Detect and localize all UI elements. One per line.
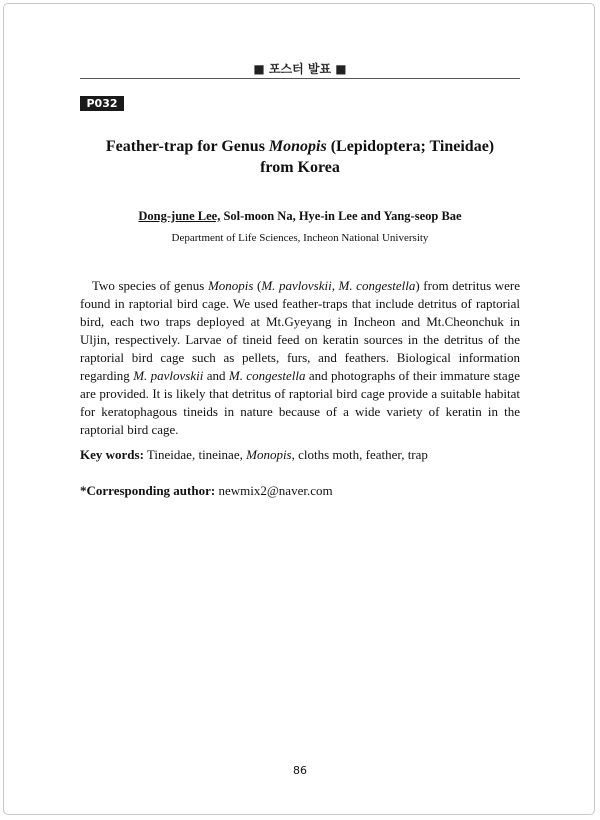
- affiliation: Department of Life Sciences, Incheon National University: [171, 232, 429, 244]
- keywords-text-1: Tineidae, tineinae,: [143, 447, 247, 462]
- abstract-text-3: ) from detritus were found in raptorial bird cage. We used feather-traps that include detritus of raptorial bird, each two traps deployed at Mt.Gyeyang in Incheon and Mt.Cheonchuk in Uljin, respectively. Larvae of tineid feed on keratin sources in the detritus of the raptorial bird cage such as pellets, furs, and feathers. Biological information regarding: [80, 278, 520, 383]
- abstract-genus: Monopis: [207, 278, 254, 293]
- co-authors: Sol-moon Na, Hye-in Lee and Yang-seop Bae: [220, 209, 462, 223]
- section-header: ■ 포스터 발표 ■: [253, 62, 347, 76]
- keywords-label: Key words:: [80, 447, 144, 462]
- author-list: [80, 209, 520, 224]
- abstract-text-2: (: [253, 278, 262, 293]
- header-divider: [80, 78, 520, 79]
- keywords-text-2: , cloths moth, feather, trap: [291, 447, 428, 462]
- paper-title: [80, 136, 520, 178]
- keywords-genus: Monopis: [246, 447, 292, 462]
- title-genus: Monopis: [268, 138, 327, 155]
- title-text-1: Feather-trap for Genus: [105, 138, 269, 155]
- poster-code-badge: P032: [80, 96, 124, 111]
- corresponding-email[interactable]: newmix2@naver.com: [215, 483, 333, 498]
- title-text-2: (Lepidoptera; Tineidae): [326, 138, 495, 155]
- abstract-species-list: M. pavlovskii, M. congestella: [261, 278, 416, 293]
- page-number: 86: [293, 764, 307, 777]
- abstract-text-5: and photographs of their immature stage are provided. It is likely that detritus of raptorial bird cage provide a suitable habitat for keratophagous tineids in nature because of a wide variety of keratin in the raptorial bird cage.: [80, 368, 520, 437]
- corresponding-label: *Corresponding author:: [80, 483, 216, 498]
- abstract-species-2: M. congestella: [228, 368, 306, 383]
- corresponding-author: [80, 482, 520, 500]
- title-line-2: from Korea: [260, 159, 340, 176]
- abstract: [80, 277, 520, 439]
- abstract-text-1: Two species of genus: [92, 278, 208, 293]
- presenting-author: Dong-june Lee,: [138, 209, 221, 223]
- abstract-text-4: and: [203, 368, 229, 383]
- abstract-species-1: M. pavlovskii: [133, 368, 204, 383]
- keywords: [80, 446, 520, 464]
